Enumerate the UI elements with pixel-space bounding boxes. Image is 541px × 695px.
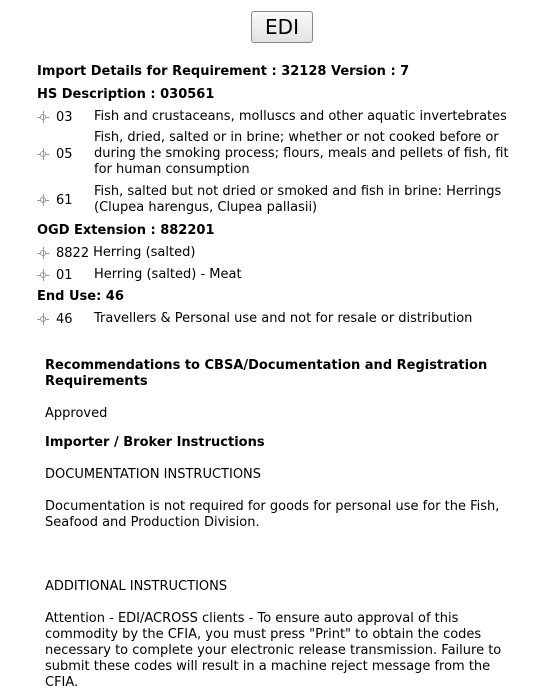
importer-broker-heading: Importer / Broker Instructions — [45, 435, 265, 450]
hs-code: 61 — [56, 192, 73, 208]
approval-status: Approved — [45, 406, 108, 421]
hs-item[interactable] — [37, 130, 524, 178]
edi-button[interactable]: EDI — [251, 11, 313, 43]
recommendations-heading: Recommendations to CBSA/Documentation and Registration Requirements — [45, 358, 488, 389]
expand-crosshair-icon[interactable] — [37, 148, 49, 160]
ogd-item[interactable] — [37, 245, 195, 261]
ogd-code: 01 — [56, 267, 73, 283]
hs-code: 05 — [56, 146, 73, 162]
end-use-desc: Travellers & Personal use and not for resale or distribution — [94, 311, 473, 326]
import-details-title: Import Details for Requirement : 32128 Version : 7 — [37, 64, 410, 79]
documentation-instructions-heading: DOCUMENTATION INSTRUCTIONS — [45, 467, 262, 482]
hs-desc: Fish, dried, salted or in brine; whether or not cooked before or during the smoking process; flours, meals and pellets of fish, fit for human consumption — [94, 130, 509, 177]
expand-crosshair-icon[interactable] — [37, 111, 49, 123]
hs-item[interactable] — [37, 184, 524, 216]
expand-crosshair-icon[interactable] — [37, 247, 49, 259]
end-use-item[interactable] — [37, 311, 472, 327]
ogd-desc: Herring (salted) — [93, 245, 196, 260]
ogd-item[interactable] — [37, 267, 242, 283]
hs-item[interactable] — [37, 109, 524, 125]
hs-description-heading: HS Description : 030561 — [37, 87, 215, 102]
additional-instructions-text: Attention - EDI/ACROSS clients - To ensure auto approval of this commodity by the CFIA, you must press "Print" to obtain the codes necessary to complete your electronic release transmission. Failure to submit these codes will result in a machine reject message from the CFIA. — [45, 611, 502, 690]
documentation-instructions-text: Documentation is not required for goods for personal use for the Fish, Seafood and Production Division. — [45, 499, 500, 530]
hs-desc: Fish, salted but not dried or smoked and fish in brine: Herrings (Clupea harengus, Clupea pallasii) — [94, 184, 502, 215]
ogd-code: 8822 — [56, 245, 90, 261]
expand-crosshair-icon[interactable] — [37, 194, 49, 206]
hs-code: 03 — [56, 109, 73, 125]
additional-instructions-heading: ADDITIONAL INSTRUCTIONS — [45, 579, 228, 594]
hs-desc: Fish and crustaceans, molluscs and other aquatic invertebrates — [94, 109, 507, 124]
ogd-desc: Herring (salted) - Meat — [94, 267, 242, 282]
expand-crosshair-icon[interactable] — [37, 269, 49, 281]
end-use-code: 46 — [56, 311, 73, 327]
end-use-heading: End Use: 46 — [37, 289, 124, 304]
ogd-extension-heading: OGD Extension : 882201 — [37, 223, 215, 238]
expand-crosshair-icon[interactable] — [37, 313, 49, 325]
